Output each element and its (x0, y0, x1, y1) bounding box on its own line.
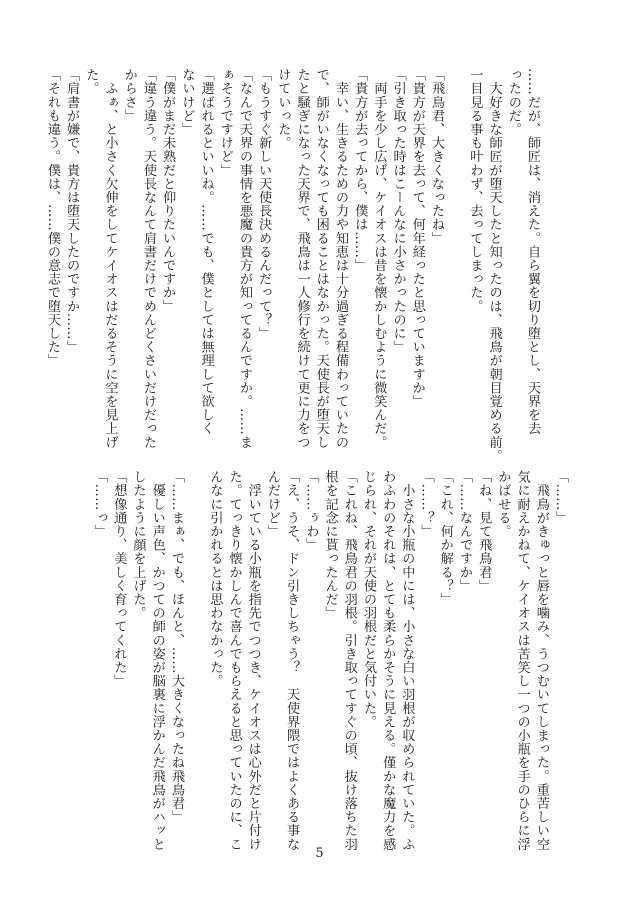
text-column: 小さな小瓶の中には、小さな白い羽根が収められていた。ふ (399, 470, 415, 851)
text-column: 「……まぁ、でも、ほんと、……大きくなったね飛鳥君」 (168, 470, 184, 824)
text-column: わふわのそれは、とても柔らかそうに見える。僅かな魔力を感 (380, 470, 396, 851)
text-column: 「……」 (553, 470, 568, 525)
text-column: 浮いている小瓶を指先でつつき、ケイオスは心外だと片付け (245, 470, 261, 851)
text-column: からさ」 (121, 68, 137, 123)
text-column: 気に耐えかねて、ケイオスは苦笑し一つの小瓶を手のひらに浮 (514, 470, 530, 851)
text-column: 「……ぅわ」 (303, 470, 319, 552)
text-column: じられ、それが天使の羽根だと気付いた。 (360, 470, 376, 729)
text-column: 「もうすぐ新しい天使長決めるんだって？」 (256, 68, 272, 340)
text-column: た。てっきり懐かしんで喜んでもらえると思っていたのに、こ (226, 470, 242, 851)
text-column: 一目見る事も叶わず、去ってしまった。 (467, 68, 483, 313)
text-block-lower (92, 470, 570, 851)
text-block-upper (44, 68, 542, 463)
text-column: 「……なんですか」 (456, 470, 472, 593)
text-column (186, 470, 205, 828)
text-column: んだけど」 (264, 470, 280, 538)
text-column: 「違う違う。天使長なんて肩書だけでめんどくさいだけだった (140, 68, 156, 449)
text-column: 「想像通り、美しく育ってくれた」 (111, 470, 127, 688)
text-column: 「ね、見て飛鳥君」 (476, 470, 492, 593)
page-number: 5 (315, 846, 324, 861)
text-column: 優しい声色、かつての師の姿が脳裏に浮かんだ飛鳥がハッと (149, 470, 165, 851)
text-column: 根を記念に貰ったんだ」 (322, 470, 338, 620)
text-column: た。 (83, 68, 99, 96)
text-column: 「……っ」 (92, 470, 108, 538)
text-column: 飛鳥がきゅっと唇を噛み、うつむいてしまった。重苦しい空 (533, 470, 549, 851)
text-column: たと騒ぎになった天界で、飛鳥は一人修行を続けて更に力をつ (294, 68, 310, 449)
text-column: ったのだ。 (505, 68, 521, 136)
text-column: 「引き取った時はこーんなに小さかったのに」 (390, 68, 406, 354)
text-column: したように顔を上げた。 (130, 470, 146, 620)
text-column: けていった。 (275, 68, 291, 150)
text-column: 「これね、飛鳥君の羽根。引き取ってすぐの頃、抜け落ちた羽 (341, 470, 357, 851)
text-column: 「貴方が天界を去って、何年経ったと思っていますか」 (409, 68, 425, 408)
text-column: んなに引かれるとは思わなかった。 (207, 470, 223, 688)
text-column: かばせる。 (495, 470, 511, 538)
text-column: 大好きな師匠が堕天したと知ったのは、飛鳥が朝目覚める前。 (486, 68, 502, 463)
text-column: 幸い、生きるための力や知恵は十分過ぎる程備わっていたの (332, 68, 348, 449)
text-column: 両手を少し広げ、ケイオスは昔を懐かしむように微笑んだ。 (371, 68, 387, 449)
text-column: 「これ、何か解る？」 (437, 470, 453, 606)
text-column: 「僕がまだ未熟だと仰りたいんですか」 (160, 68, 176, 313)
text-column: ……だが、師匠は、消えた。自ら翼を切り堕とし、天界を去 (525, 68, 540, 436)
text-column: ふぁ、と小さく欠伸をしてケイオスはだるそうに空を見上げ (102, 68, 118, 449)
text-column: 「それも違う。僕は、……僕の意志で堕天した」 (44, 68, 60, 368)
text-column (446, 68, 465, 426)
text-column: 「肩書が嫌で、貴方は堕天したのですか……」 (64, 68, 80, 354)
text-column: 「飛鳥君、大きくなったね」 (428, 68, 444, 245)
text-column: 「貴方が去ってから、僕は……」 (352, 68, 368, 272)
text-column: で、師がいなくなっても困ることはなかった。天使長が堕天し (313, 68, 329, 449)
text-column: 「なんで天界の事情を悪魔の貴方が知ってるんですか。……ま (236, 68, 252, 449)
text-column: 「え、うそ、ドン引きしちゃう？ 天使界隈ではよくある事な (284, 470, 300, 851)
text-column: ぁそうですけど」 (217, 68, 233, 177)
text-column: ないけど」 (179, 68, 195, 136)
text-column: 「……？」 (418, 470, 434, 538)
text-column: 「選ばれるといいね。……でも、僕としては無理して欲しく (198, 68, 214, 436)
